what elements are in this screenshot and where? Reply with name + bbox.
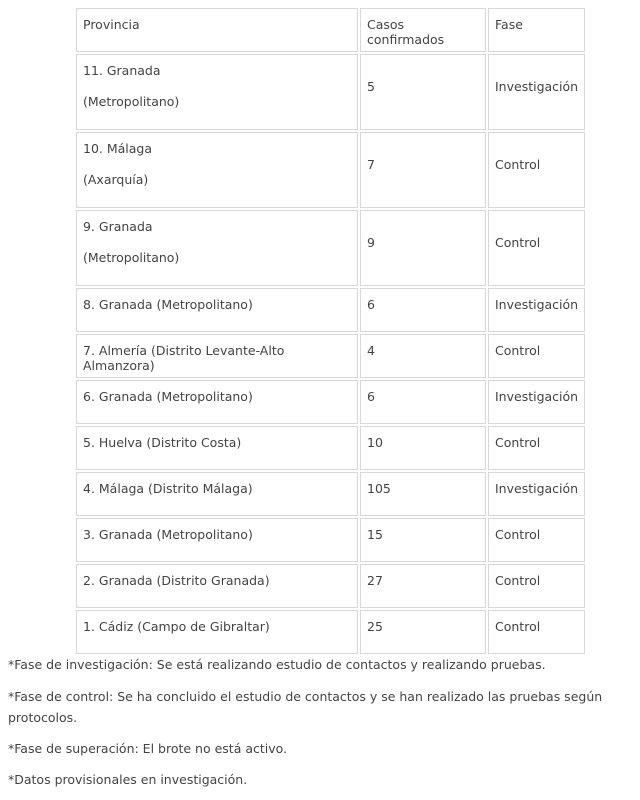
casos-cell: 4 [360, 334, 486, 378]
fase-cell: Control [488, 210, 585, 286]
note-datos-provisionales: *Datos provisionales en investigación. [8, 772, 248, 787]
note-control: *Fase de control: Se ha concluido el estudio de contactos y se han realizado las pruebas según protocolos. [8, 689, 603, 725]
casos-cell: 6 [360, 288, 486, 332]
casos-cell: 7 [360, 132, 486, 208]
casos-cell: 5 [360, 54, 486, 130]
footnotes [8, 654, 608, 800]
table-row [76, 334, 585, 378]
fase-cell: Control [488, 564, 585, 608]
casos-cell: 10 [360, 426, 486, 470]
provincia-cell: 1. Cádiz (Campo de Gibraltar) [76, 610, 358, 654]
provincia-cell: 6. Granada (Metropolitano) [76, 380, 358, 424]
fase-cell: Control [488, 132, 585, 208]
fase-cell: Control [488, 518, 585, 562]
table-row [76, 54, 585, 130]
provincia-line: 9. Granada [83, 219, 153, 234]
provincia-line: (Axarquía) [83, 172, 149, 187]
header-casos-confirmados: Casos confirmados [360, 8, 486, 52]
provincia-line: 10. Málaga [83, 141, 153, 156]
provincia-cell: 8. Granada (Metropolitano) [76, 288, 358, 332]
outbreak-table [74, 6, 587, 656]
provincia-cell: 7. Almería (Distrito Levante-Alto Almanzora) [76, 334, 358, 378]
fase-cell: Investigación [488, 380, 585, 424]
note-investigacion: *Fase de investigación: Se está realizando estudio de contactos y realizando pruebas. [8, 657, 546, 672]
fase-cell: Investigación [488, 54, 585, 130]
fase-cell: Control [488, 426, 585, 470]
table-row [76, 210, 585, 286]
casos-cell: 9 [360, 210, 486, 286]
header-fase: Fase [488, 8, 585, 52]
provincia-cell [76, 54, 358, 130]
provincia-line: 11. Granada [83, 63, 161, 78]
casos-cell: 25 [360, 610, 486, 654]
provincia-line: (Metropolitano) [83, 94, 180, 109]
casos-cell: 105 [360, 472, 486, 516]
provincia-cell: 3. Granada (Metropolitano) [76, 518, 358, 562]
fase-cell: Control [488, 610, 585, 654]
fase-cell: Investigación [488, 288, 585, 332]
provincia-cell: 5. Huelva (Distrito Costa) [76, 426, 358, 470]
table-row [76, 518, 585, 562]
table-header-row [76, 8, 585, 52]
fase-cell: Investigación [488, 472, 585, 516]
provincia-cell: 4. Málaga (Distrito Málaga) [76, 472, 358, 516]
table-row [76, 472, 585, 516]
table-row [76, 564, 585, 608]
provincia-line: (Metropolitano) [83, 250, 180, 265]
fase-cell: Control [488, 334, 585, 378]
table-row [76, 610, 585, 654]
casos-cell: 6 [360, 380, 486, 424]
table-row [76, 132, 585, 208]
casos-cell: 15 [360, 518, 486, 562]
provincia-cell [76, 132, 358, 208]
provincia-cell [76, 210, 358, 286]
table-row [76, 288, 585, 332]
table-row [76, 426, 585, 470]
provincia-cell: 2. Granada (Distrito Granada) [76, 564, 358, 608]
casos-cell: 27 [360, 564, 486, 608]
table-row [76, 380, 585, 424]
note-superacion: *Fase de superación: El brote no está activo. [8, 741, 288, 756]
header-provincia: Provincia [76, 8, 358, 52]
